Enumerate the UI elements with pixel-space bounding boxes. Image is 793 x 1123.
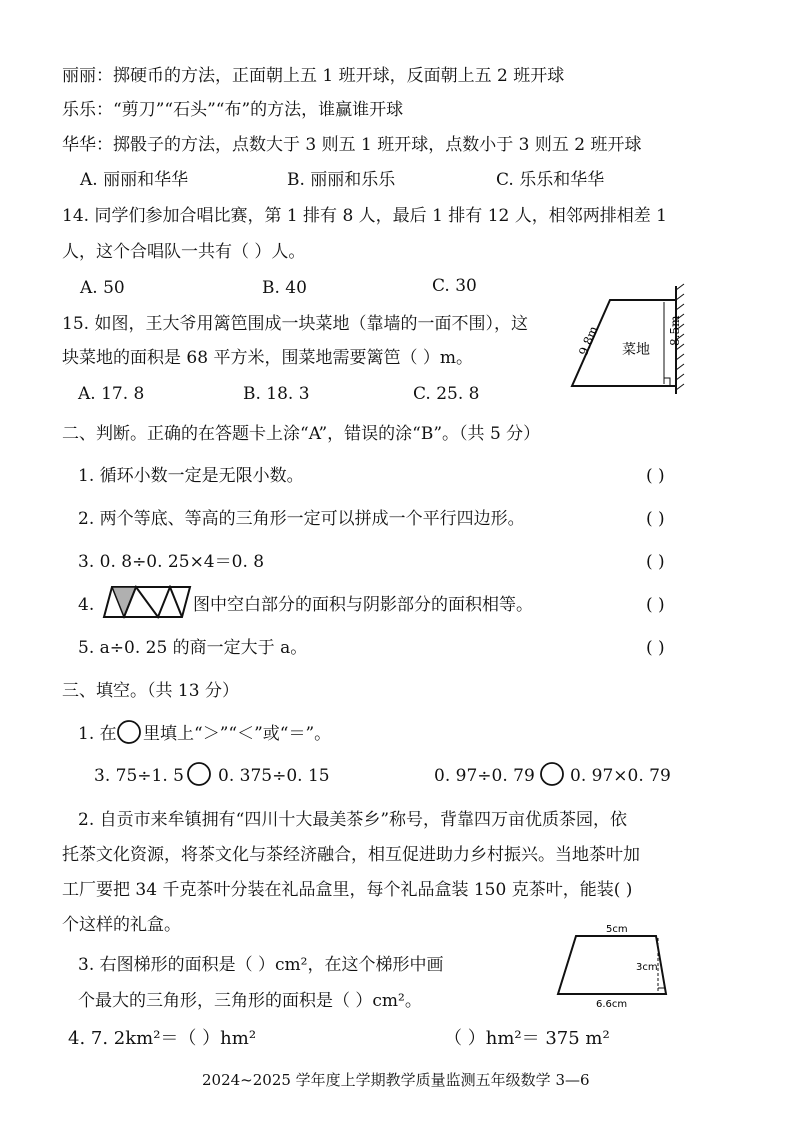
fill-q4-left: 4. 7. 2km²＝（ ）hm² [68,1028,257,1049]
fill-q1-suffix: 里填上“＞”“＜”或“＝”。 [143,724,332,744]
compare-right-expr-b: 0. 97×0. 79 [570,766,671,786]
compare-left-expr-a: 3. 75÷1. 5 [94,766,184,786]
q15-field-label: 菜地 [622,342,650,358]
compare-right-expr-a: 0. 97÷0. 79 [434,766,535,786]
q15-line1: 15. 如图，王大爷用篱笆围成一块菜地（靠墙的一面不围），这 [62,314,528,334]
fill-q4-right: （ ）hm²＝ 375 m² [444,1028,610,1049]
q13-lele-line: 乐乐：“剪刀”“石头”“布”的方法，谁赢谁开球 [62,100,404,120]
q15-height-label: 8.5m [668,315,682,346]
compare-right-circle-input[interactable] [539,761,565,787]
q15-slant-label: 9.8m [576,324,601,358]
section2-heading: 二、判断。正确的在答题卡上涂“A”，错误的涂“B”。（共 5 分） [62,424,541,444]
fill-q2-line2: 托茶文化资源，将茶文化与茶经济融合，相互促进助力乡村振兴。当地茶叶加 [62,845,640,865]
q15-option-c: C. 25. 8 [413,384,480,404]
judge-item-4-number: 4. [78,595,95,615]
judge-answer-paren-5[interactable]: ( ) [646,638,665,658]
judge-answer-paren-1[interactable]: ( ) [646,466,665,486]
q13-option-b: B. 丽丽和乐乐 [287,170,396,190]
page-footer: 2024~2025 学年度上学期教学质量监测五年级数学 3—6 [202,1071,590,1089]
judge-item-5: 5. a÷0. 25 的商一定大于 a。 [78,638,308,658]
q15-line2: 块菜地的面积是 68 平方米，围菜地需要篱笆（ ）m。 [62,348,473,368]
parallelogram-triangles-figure [102,585,192,619]
q14-option-b: B. 40 [262,278,307,298]
fill-q2-line1: 2. 自贡市来牟镇拥有“四川十大最美茶乡”称号，背靠四万亩优质茶园，依 [78,810,628,830]
q13-option-a: A. 丽丽和华华 [80,170,189,190]
q14-line2: 人，这个合唱队一共有（ ）人。 [62,242,306,262]
judge-item-3: 3. 0. 8÷0. 25×4＝0. 8 [78,552,265,572]
q14-option-c: C. 30 [432,276,477,296]
q3-bottom-label: 6.6cm [596,999,628,1008]
q13-lili-line: 丽丽：掷硬币的方法，正面朝上五 1 班开球，反面朝上五 2 班开球 [62,66,565,86]
judge-answer-paren-2[interactable]: ( ) [646,509,665,529]
judge-answer-paren-3[interactable]: ( ) [646,552,665,572]
q3-height-label: 3cm [636,962,658,973]
fill-q1-prefix: 1. 在 [78,724,117,744]
fill-q2-line4: 个这样的礼盒。 [62,915,181,935]
compare-circle-icon [116,719,142,745]
judge-item-1: 1. 循环小数一定是无限小数。 [78,466,304,486]
judge-item-4: 图中空白部分的面积与阴影部分的面积相等。 [193,595,533,615]
judge-answer-paren-4[interactable]: ( ) [646,595,665,615]
fill-q2-line3: 工厂要把 34 千克茶叶分装在礼品盒里，每个礼品盒装 150 克茶叶，能装( ) [62,880,633,900]
q13-huahua-line: 华华：掷骰子的方法，点数大于 3 则五 1 班开球，点数小于 3 则五 2 班开球 [62,135,642,155]
q15-option-b: B. 18. 3 [243,384,310,404]
q15-option-a: A. 17. 8 [78,384,145,404]
q14-line1: 14. 同学们参加合唱比赛，第 1 排有 8 人，最后 1 排有 12 人，相邻两排相差 1 [62,206,667,226]
compare-left-expr-b: 0. 375÷0. 15 [218,766,330,786]
q14-option-a: A. 50 [80,278,125,298]
section3-heading: 三、填空。（共 13 分） [62,681,239,701]
q15-vegetable-field-figure [560,282,690,398]
fill-q3-line2: 个最大的三角形，三角形的面积是（ ）cm²。 [78,991,422,1011]
judge-item-2: 2. 两个等底、等高的三角形一定可以拼成一个平行四边形。 [78,509,525,529]
q13-option-c: C. 乐乐和华华 [496,170,605,190]
q3-top-label: 5cm [606,924,628,935]
fill-q3-line1: 3. 右图梯形的面积是（ ）cm²，在这个梯形中画 [78,955,444,975]
compare-left-circle-input[interactable] [186,761,212,787]
q3-trapezoid-figure [550,918,690,1008]
